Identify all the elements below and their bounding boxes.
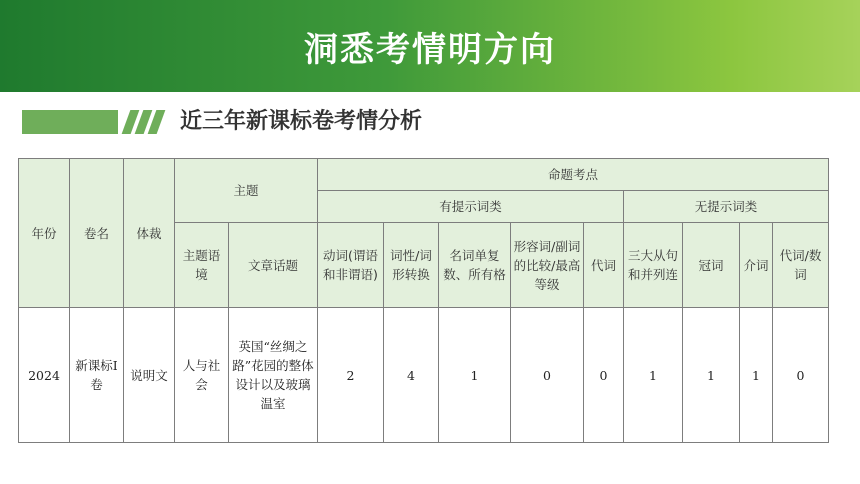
cell-paper: 新课标Ⅰ卷 (70, 308, 124, 443)
cell-article: 1 (683, 308, 740, 443)
header-unhinted: 无提示词类 (624, 191, 829, 223)
header-hinted: 有提示词类 (318, 191, 624, 223)
header-verb: 动词(谓语和非谓语) (318, 223, 384, 308)
header-noun: 名词单复数、所有格 (439, 223, 511, 308)
header-paper: 卷名 (70, 159, 124, 308)
table-row (19, 308, 829, 443)
header-word-form: 词性/词形转换 (384, 223, 439, 308)
header-exam-points: 命题考点 (318, 159, 829, 191)
cell-genre: 说明文 (124, 308, 175, 443)
header-theme: 主题 (175, 159, 318, 223)
cell-pronoun: 0 (584, 308, 624, 443)
cell-word-form: 4 (384, 308, 439, 443)
section-title: 近三年新课标卷考情分析 (180, 109, 423, 134)
cell-year: 2024 (19, 308, 70, 443)
header-adj-adv: 形容词/副词的比较/最高等级 (511, 223, 584, 308)
cell-theme-context: 人与社会 (175, 308, 229, 443)
header-article-topic: 文章话题 (229, 223, 318, 308)
cell-clause: 1 (624, 308, 683, 443)
header-pronoun-numeral: 代词/数词 (773, 223, 829, 308)
header-preposition: 介词 (740, 223, 773, 308)
cell-preposition: 1 (740, 308, 773, 443)
cell-topic: 英国“丝绸之路”花园的整体设计以及玻璃温室 (229, 308, 318, 443)
section-decoration-bar (22, 110, 118, 134)
cell-pronoun-numeral: 0 (773, 308, 829, 443)
cell-noun: 1 (439, 308, 511, 443)
cell-verb: 2 (318, 308, 384, 443)
page-title: 洞悉考情明方向 (304, 29, 556, 70)
header-article: 冠词 (683, 223, 740, 308)
header-year: 年份 (19, 159, 70, 308)
header-genre: 体裁 (124, 159, 175, 308)
header-pronoun: 代词 (584, 223, 624, 308)
header-theme-context: 主题语境 (175, 223, 229, 308)
exam-analysis-table (18, 158, 829, 443)
header-clause: 三大从句和并列连 (624, 223, 683, 308)
cell-adj-adv: 0 (511, 308, 584, 443)
